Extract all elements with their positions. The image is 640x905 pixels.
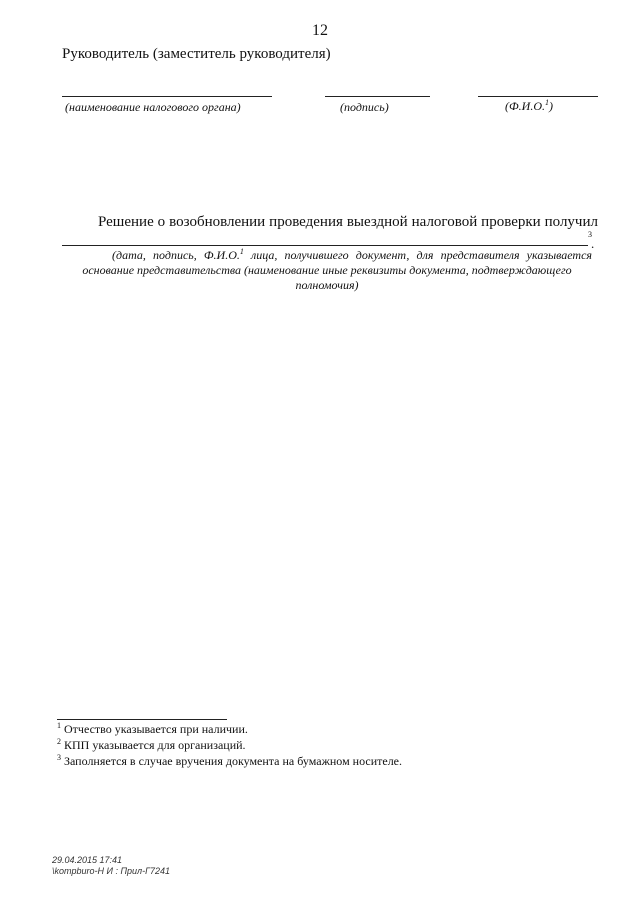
- footnote-1-text: Отчество указывается при наличии.: [64, 722, 248, 736]
- recipient-caption-line-2: основание представительства (наименование иные реквизиты документа, подтверждающего: [82, 263, 572, 277]
- recipient-line: [62, 245, 588, 246]
- page-number: 12: [312, 22, 328, 39]
- footnote-3-num: 3: [57, 753, 61, 762]
- footnote-2-num: 2: [57, 737, 61, 746]
- org-name-line: [62, 96, 272, 97]
- signature-line: [325, 96, 430, 97]
- recipient-caption-footnote-ref: 1: [239, 247, 244, 256]
- footnote-2: [57, 738, 246, 753]
- fio-caption: [505, 99, 553, 114]
- print-file-path: \kompburo-Н И : Прил-Г7241: [52, 866, 170, 876]
- footnote-1-num: 1: [57, 721, 61, 730]
- footnote-separator: [57, 719, 227, 720]
- head-title: Руководитель (заместитель руководителя): [62, 46, 331, 62]
- recipient-caption-part2: лица, получившего документ, для представителя указывается: [243, 248, 592, 262]
- fio-caption-close: ): [548, 99, 553, 113]
- fio-caption-footnote-ref: 1: [544, 98, 549, 107]
- footnote-1: [57, 722, 248, 737]
- recipient-footnote-ref: 3: [588, 230, 592, 239]
- decision-text: Решение о возобновлении проведения выездной налоговой проверки получил: [98, 214, 598, 230]
- print-timestamp: 29.04.2015 17:41: [52, 855, 123, 865]
- footnote-3: [57, 754, 402, 769]
- signature-caption: (подпись): [340, 100, 389, 114]
- recipient-caption-line-1: [62, 248, 592, 263]
- footnote-2-text: КПП указывается для организаций.: [64, 738, 246, 752]
- org-name-caption: (наименование налогового органа): [65, 100, 241, 114]
- recipient-caption-part1: (дата, подпись, Ф.И.О.: [112, 248, 240, 262]
- recipient-caption: [62, 248, 592, 293]
- fio-caption-text: (Ф.И.О.: [505, 99, 545, 113]
- footnote-3-text: Заполняется в случае вручения документа на бумажном носителе.: [64, 754, 403, 768]
- recipient-line-end: .: [591, 236, 595, 251]
- fio-line: [478, 96, 598, 97]
- recipient-caption-line-3: полномочия): [295, 278, 359, 292]
